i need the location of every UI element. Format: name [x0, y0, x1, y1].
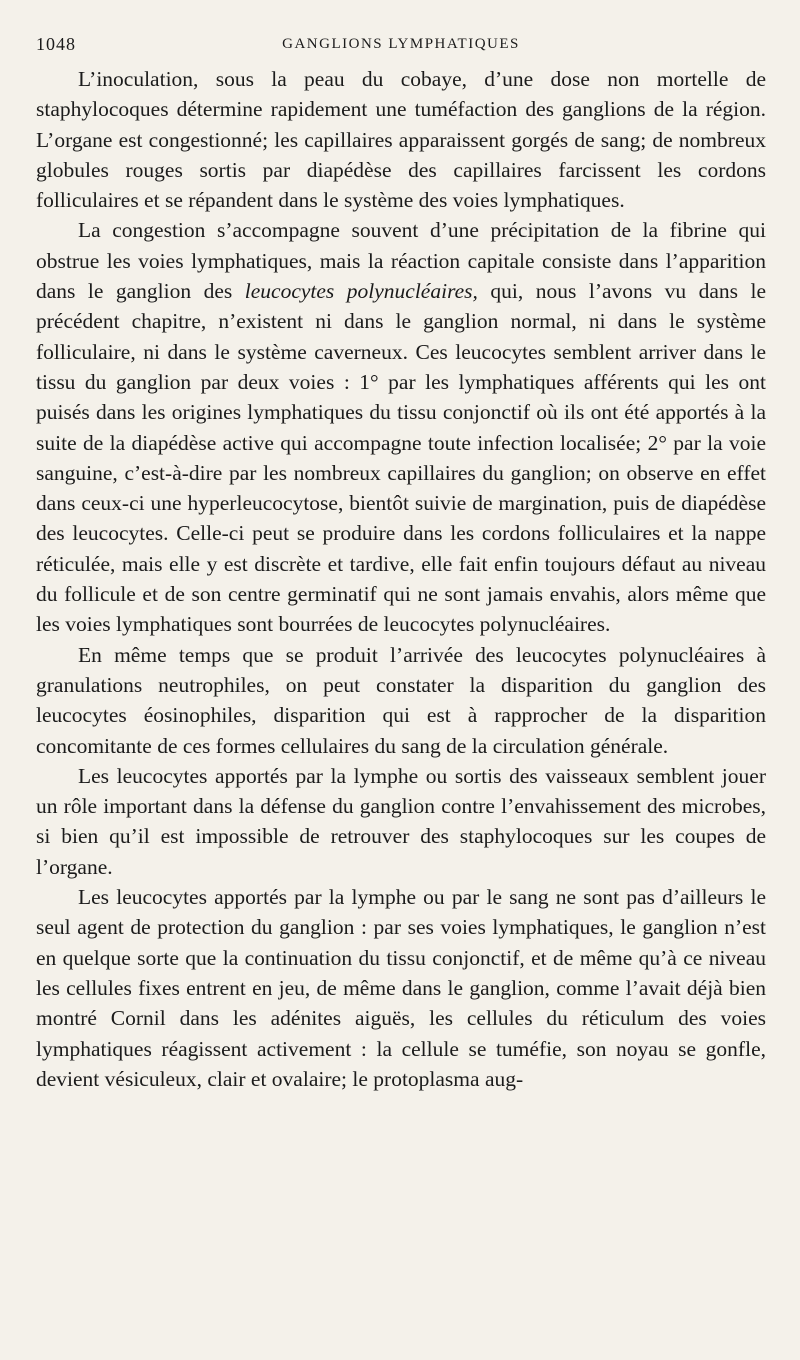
paragraph-2-italic-term: leucocytes polynucléaires,: [244, 279, 478, 304]
body-text: [36, 64, 766, 1094]
paragraph-2-text-after: qui, nous l’avons vu dans le précédent chapitre, n’existent ni dans le ganglion normal, ni dans le système folliculaire, ni dans le système caverneux. Ces leucocytes semblent arriver dans le tissu du ganglion par deux voies : 1° par les lymphatiques afférents qui les ont puisés dans les origines lymphatiques du tissu conjonctif où ils ont été apportés à la suite de la diapédèse active qui accompagne toute infection localisée; 2° par la voie sanguine, c’est-à-dire par les nombreux capillaires du ganglion; on observe en effet dans ceux-ci une hyperleucocytose, bientôt suivie de margination, puis de diapédèse des leucocytes. Celle-ci peut se produire dans les cordons folliculaires et la nappe réticulée, mais elle y est discrète et tardive, elle fait enfin toujours défaut au niveau du follicule et de son centre germinatif qui ne sont jamais envahis, alors même que les voies lymphatiques sont bourrées de leucocytes polynucléaires.: [36, 279, 767, 637]
paragraph-4: Les leucocytes apportés par la lymphe ou sortis des vaisseaux semblent jouer un rôle important dans la défense du ganglion contre l’envahissement des microbes, si bien qu’il est impossible de retrouver des staphylocoques sur les coupes de l’organe.: [36, 763, 766, 879]
paragraph-3: En même temps que se produit l’arrivée des leucocytes polynucléaires à granulations neutrophiles, on peut constater la disparition du ganglion des leucocytes éosinophiles, disparition qui est à rapprocher de la disparition concomitante de ces formes cellulaires du sang de la circulation générale.: [36, 642, 766, 758]
running-title: GANGLIONS LYMPHATIQUES: [282, 36, 520, 52]
paragraph-2: [36, 215, 766, 639]
paragraph-2-text-before: La congestion s’accompagne souvent d’une précipitation de la fibrine qui obstrue les voies lymphatiques, mais la réaction capitale consiste dans l’apparition dans le ganglion des: [36, 218, 766, 304]
paragraph-1: L’inoculation, sous la peau du cobaye, d’une dose non mortelle de staphylocoques détermine rapidement une tuméfaction des ganglions de la région. L’organe est congestionné; les capillaires apparaissent gorgés de sang; de nombreux globules rouges sortis par diapédèse des capillaires farcissent les cordons folliculaires et se répandent dans le système des voies lymphatiques.: [36, 67, 766, 213]
page-header: [36, 30, 766, 64]
paragraph-5: Les leucocytes apportés par la lymphe ou par le sang ne sont pas d’ailleurs le seul agent de protection du ganglion : par ses voies lymphatiques, le ganglion n’est en quelque sorte que la continuation du tissu conjonctif, et de même qu’à ce niveau les cellules fixes entrent en jeu, de même dans le ganglion, comme l’avait déjà bien montré Cornil dans les adénites aiguës, les cellules du réticulum des voies lymphatiques réagissent activement : la cellule se tuméfie, son noyau se gonfle, devient vésiculeux, clair et ovalaire; le protoplasma aug-: [36, 885, 766, 1091]
page-number: 1048: [36, 34, 76, 54]
